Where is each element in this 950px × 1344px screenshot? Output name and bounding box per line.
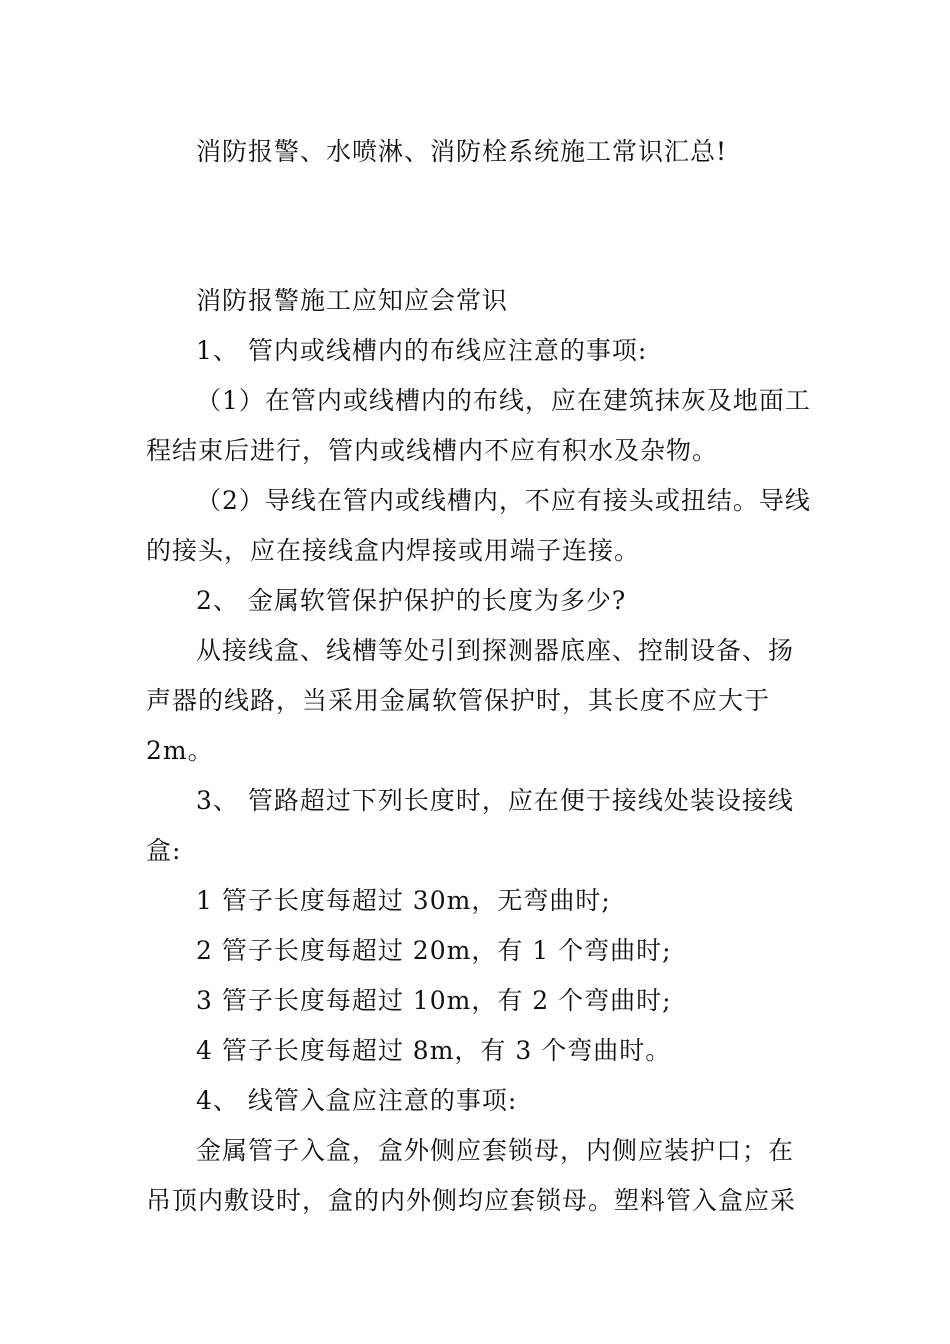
item-1-point-2-line-1: （2）导线在管内或线槽内，不应有接头或扭结。导线 [196,486,811,515]
item-3-rule-4: 4 管子长度每超过 8m，有 3 个弯曲时。 [196,1036,672,1065]
item-4-heading: 4、 线管入盒应注意的事项: [196,1086,518,1115]
item-2-answer-line-1: 从接线盒、线槽等处引到探测器底座、控制设备、扬 [196,636,795,665]
item-3-rule-1: 1 管子长度每超过 30m，无弯曲时; [196,886,611,915]
item-1-point-1-line-2: 程结束后进行，管内或线槽内不应有积水及杂物。 [146,436,719,465]
item-3-rule-3: 3 管子长度每超过 10m，有 2 个弯曲时; [196,986,672,1015]
document-title: 消防报警、水喷淋、消防栓系统施工常识汇总! [196,137,728,166]
item-4-answer-line-1: 金属管子入盒，盒外侧应套锁母，内侧应装护口；在 [196,1136,795,1165]
item-3-heading-line-2: 盒: [146,836,182,865]
item-2-answer-line-2: 声器的线路，当采用金属软管保护时，其长度不应大于 [146,686,771,715]
item-4-answer-line-2: 吊顶内敷设时，盒的内外侧均应套锁母。塑料管入盒应采 [146,1186,797,1215]
item-3-heading-line-1: 3、 管路超过下列长度时，应在便于接线处装设接线 [196,786,794,815]
item-1-heading: 1、 管内或线槽内的布线应注意的事项: [196,336,648,365]
item-1-point-2-line-2: 的接头，应在接线盒内焊接或用端子连接。 [146,536,641,565]
item-3-rule-2: 2 管子长度每超过 20m，有 1 个弯曲时; [196,936,672,965]
item-1-point-1-line-1: （1）在管内或线槽内的布线，应在建筑抹灰及地面工 [196,386,811,415]
item-2-answer-line-3: 2m。 [146,736,214,765]
item-2-heading: 2、 金属软管保护保护的长度为多少? [196,586,627,615]
section-heading: 消防报警施工应知应会常识 [196,286,509,315]
